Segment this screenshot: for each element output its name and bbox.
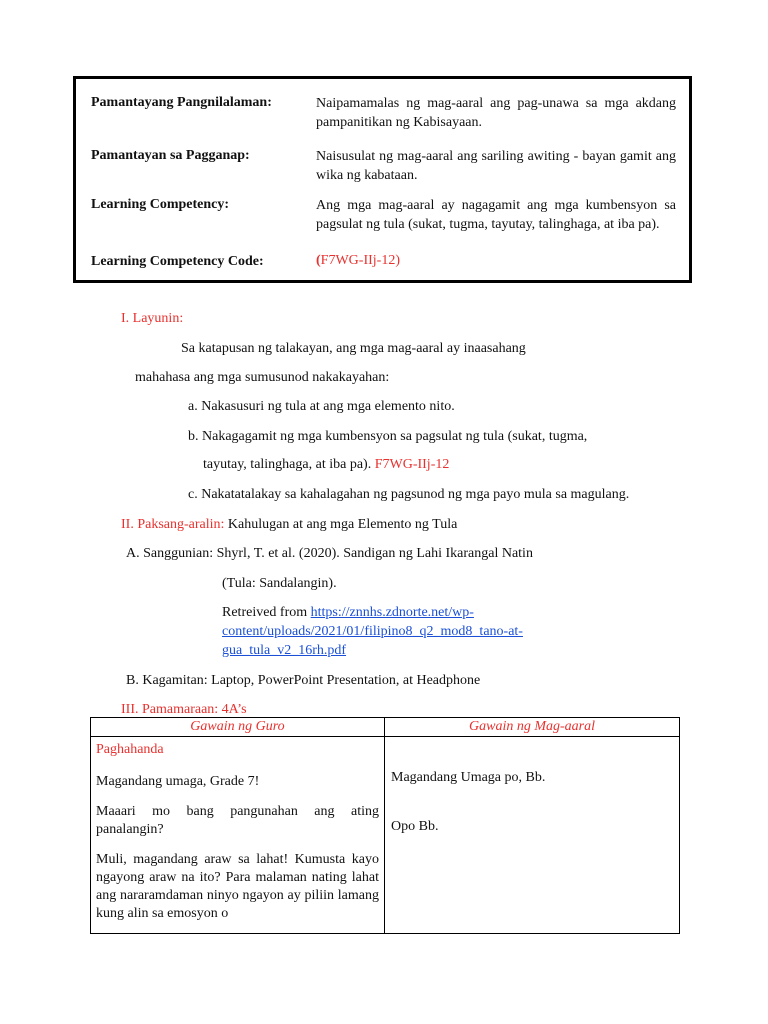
- layunin-intro: mahahasa ang mga sumusunod nakakayahan:: [135, 370, 390, 385]
- column-header-guro: Gawain ng Guro: [91, 718, 385, 737]
- standard-label: Learning Competency:: [91, 197, 230, 212]
- column-header-magaaral: Gawain ng Mag-aaral: [385, 718, 680, 737]
- magaaral-cell: [385, 737, 680, 934]
- competency-code-paren: (: [316, 253, 321, 268]
- sanggunian-cont: (Tula: Sandalangin).: [222, 576, 337, 591]
- activities-table: [90, 717, 680, 934]
- competency-code-text: F7WG-IIj-12): [320, 253, 400, 268]
- standard-label: Pamantayan sa Pagganap:: [91, 148, 250, 163]
- retrieved-line: [222, 605, 474, 621]
- paksang-aralin-line: [121, 517, 457, 533]
- paksang-aralin-heading: II. Paksang-aralin:: [121, 517, 225, 532]
- retrieved-prefix: Retreived from: [222, 605, 308, 620]
- source-link[interactable]: content/uploads/2021/01/filipino8_q2_mod8_tano-at-: [222, 624, 523, 639]
- guro-cell: [91, 737, 385, 934]
- guro-line: Magandang umaga, Grade 7!: [96, 774, 260, 789]
- objective-item: c. Nakatatalakay sa kahalagahan ng pagsunod ng mga payo mula sa magulang.: [188, 487, 630, 502]
- competency-code: [316, 253, 400, 269]
- standard-label: Pamantayang Pangnilalaman:: [91, 95, 272, 110]
- section-label: Paghahanda: [96, 742, 164, 757]
- standard-value: Ang mga mag-aaral ay nagagamit ang mga kumbensyon sa pagsulat ng tula (sukat, tugma, tayutay, talinghaga, at iba pa).: [316, 198, 676, 232]
- objective-item-text: tayutay, talinghaga, at iba pa).: [203, 457, 372, 472]
- layunin-intro: Sa katapusan ng talakayan, ang mga mag-aaral ay inaasahang: [181, 341, 526, 356]
- kagamitan: B. Kagamitan: Laptop, PowerPoint Presentation, at Headphone: [126, 673, 481, 688]
- pamamaraan-heading: III. Pamamaraan: 4A’s: [121, 702, 247, 717]
- objective-item: b. Nakagagamit ng mga kumbensyon sa pagsulat ng tula (sukat, tugma,: [188, 429, 588, 444]
- objective-code: F7WG-IIj-12: [374, 457, 450, 472]
- guro-line: Muli, magandang araw sa lahat! Kumusta kayo ngayong araw na ito? Para malaman nating lahat ang nararamdaman ninyo ngayon ay piliin lamang kung alin sa emosyon o: [96, 852, 379, 921]
- paksang-aralin-title: Kahulugan at ang mga Elemento ng Tula: [227, 517, 458, 532]
- guro-line: Maaari mo bang pangunahan ang ating panalangin?: [96, 804, 379, 837]
- source-link[interactable]: https://znnhs.zdnorte.net/wp-: [310, 605, 474, 620]
- standard-label: Learning Competency Code:: [91, 254, 264, 269]
- standard-value: Naipamamalas ng mag-aaral ang pag-unawa sa mga akdang pampanitikan ng Kabisayaan.: [316, 96, 676, 130]
- source-link[interactable]: gua_tula_v2_16rh.pdf: [222, 643, 347, 658]
- magaaral-line: Magandang Umaga po, Bb.: [391, 770, 546, 785]
- objective-item: a. Nakasusuri ng tula at ang mga elemento nito.: [188, 399, 455, 414]
- sanggunian: A. Sanggunian: Shyrl, T. et al. (2020). Sandigan ng Lahi Ikarangal Natin: [126, 546, 533, 561]
- objective-item-continued: [203, 457, 449, 473]
- magaaral-line: Opo Bb.: [391, 819, 439, 834]
- layunin-heading: I. Layunin:: [121, 311, 184, 326]
- standard-value: Naisusulat ng mag-aaral ang sariling awiting - bayan gamit ang wika ng kabataan.: [316, 149, 676, 183]
